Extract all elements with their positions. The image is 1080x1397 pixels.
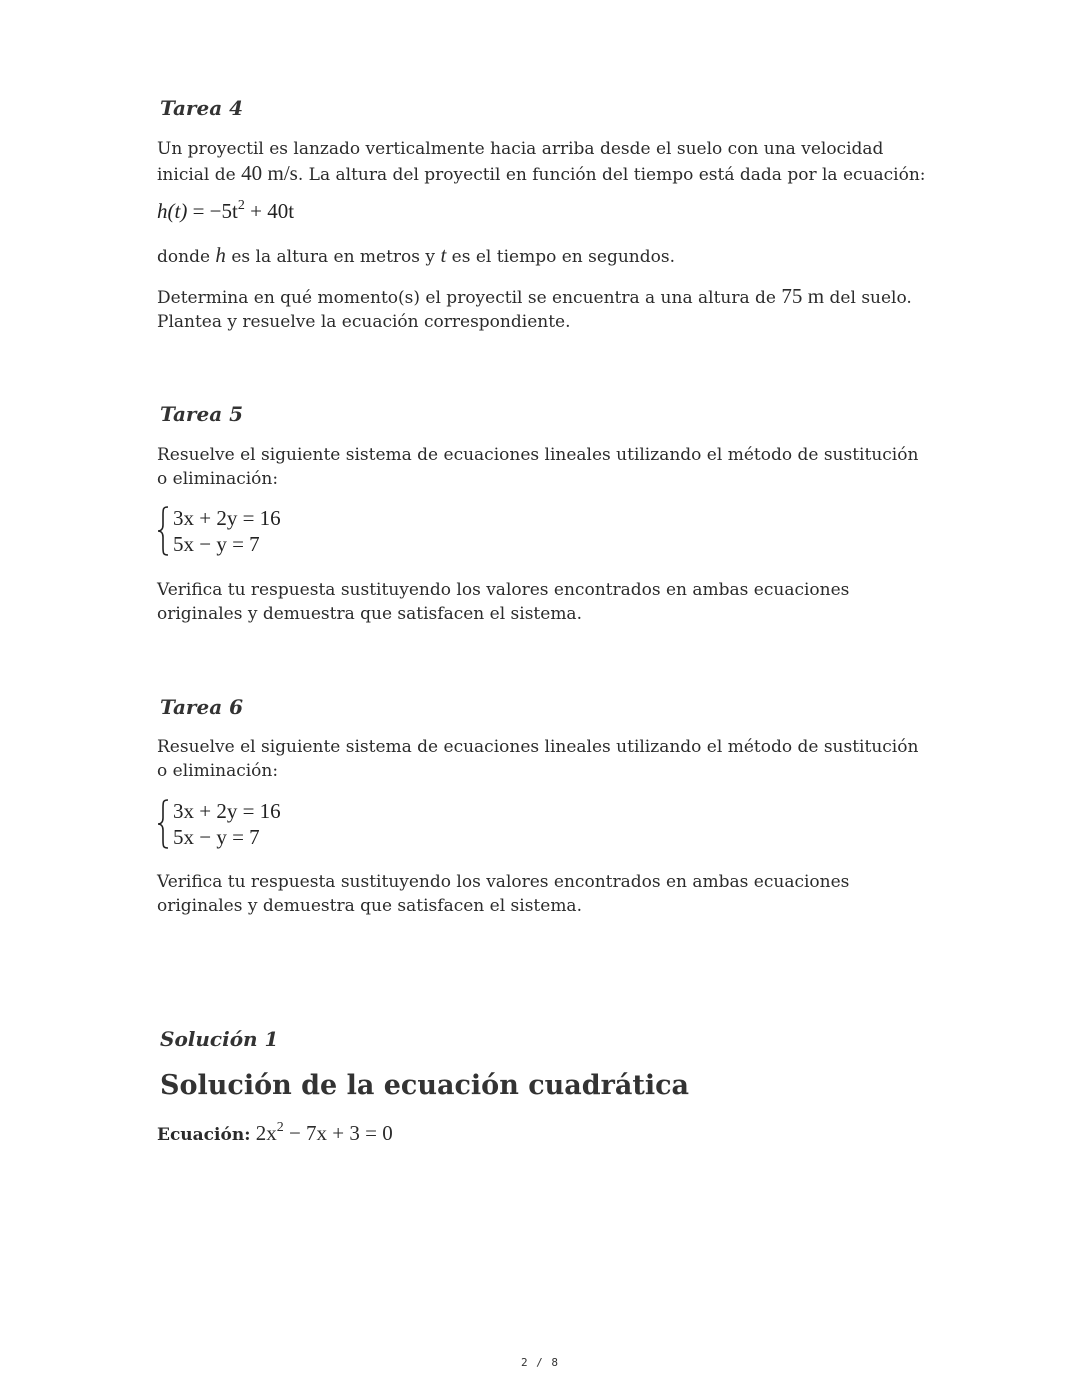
question-line2: Plantea y resuelve la ecuación correspondiente. [157,312,571,332]
task4-intro-text-a: Un proyectil es lanzado verticalmente hacia arriba desde el suelo con una velocidad inicial de [157,139,884,185]
height-value: 75 [781,284,803,308]
task5-verify: Verifica tu respuesta sustituyendo los valores encontrados en ambas ecuaciones originales y demuestra que satisfacen el sistema. [157,580,850,624]
equation-lhs: h(t) [157,199,188,223]
task5-heading: Tarea 5 [160,402,244,426]
task4-definition [157,243,927,269]
task4-heading: Tarea 4 [160,96,244,120]
solution1-eq-exponent: 2 [276,1120,284,1135]
solution1-eq-b: − 7x + 3 = 0 [283,1121,393,1145]
task6-heading: Tarea 6 [160,695,244,719]
task6-verify: Verifica tu respuesta sustituyendo los valores encontrados en ambas ecuaciones originales y demuestra que satisfacen el sistema. [157,872,850,916]
left-brace-icon [157,505,169,557]
solution1-title: Solución de la ecuación cuadrática [160,1070,690,1101]
definition-text-a: donde [157,247,216,267]
task4-speed-unit: m/s [267,161,298,185]
solution1-eq-a: 2x [250,1121,277,1145]
question-text-a: Determina en qué momento(s) el proyectil se encuentra a una altura de [157,288,782,308]
definition-text-c: es el tiempo en segundos. [446,247,675,267]
equation-rhs-a: = −5t [192,199,238,223]
task5-instruction: Resuelve el siguiente sistema de ecuaciones lineales utilizando el método de sustitución o eliminación: [157,445,919,489]
solution1-equation-math [250,1121,392,1145]
equation-label: Ecuación: [157,1125,251,1145]
task5-equation-2: 5x − y = 7 [173,532,260,556]
definition-text-b: es la altura en metros y [225,247,441,267]
solution1-equation [157,1121,927,1147]
equation-rhs-b: + 40t [244,199,295,223]
height-unit: m [807,284,825,308]
task4-question [157,284,927,334]
solution1-heading: Solución 1 [160,1027,279,1051]
task4-speed-value: 40 [241,161,263,185]
task6-instruction: Resuelve el siguiente sistema de ecuaciones lineales utilizando el método de sustitución o eliminación: [157,737,919,781]
task5-equation-1: 3x + 2y = 16 [173,506,281,530]
var-t: t [440,243,447,267]
task6-equation-2: 5x − y = 7 [173,825,260,849]
page-indicator: 2 / 8 [520,1356,560,1369]
equation-exponent: 2 [237,198,245,213]
question-text-b: del suelo. [824,288,912,308]
var-h: h [215,243,226,267]
task4-equation [157,199,294,224]
task4-intro-text-b: . La altura del proyectil en función del tiempo está dada por la ecuación: [297,165,926,185]
task6-equation-1: 3x + 2y = 16 [173,799,281,823]
task4-intro [157,137,927,187]
left-brace-icon [157,798,169,850]
